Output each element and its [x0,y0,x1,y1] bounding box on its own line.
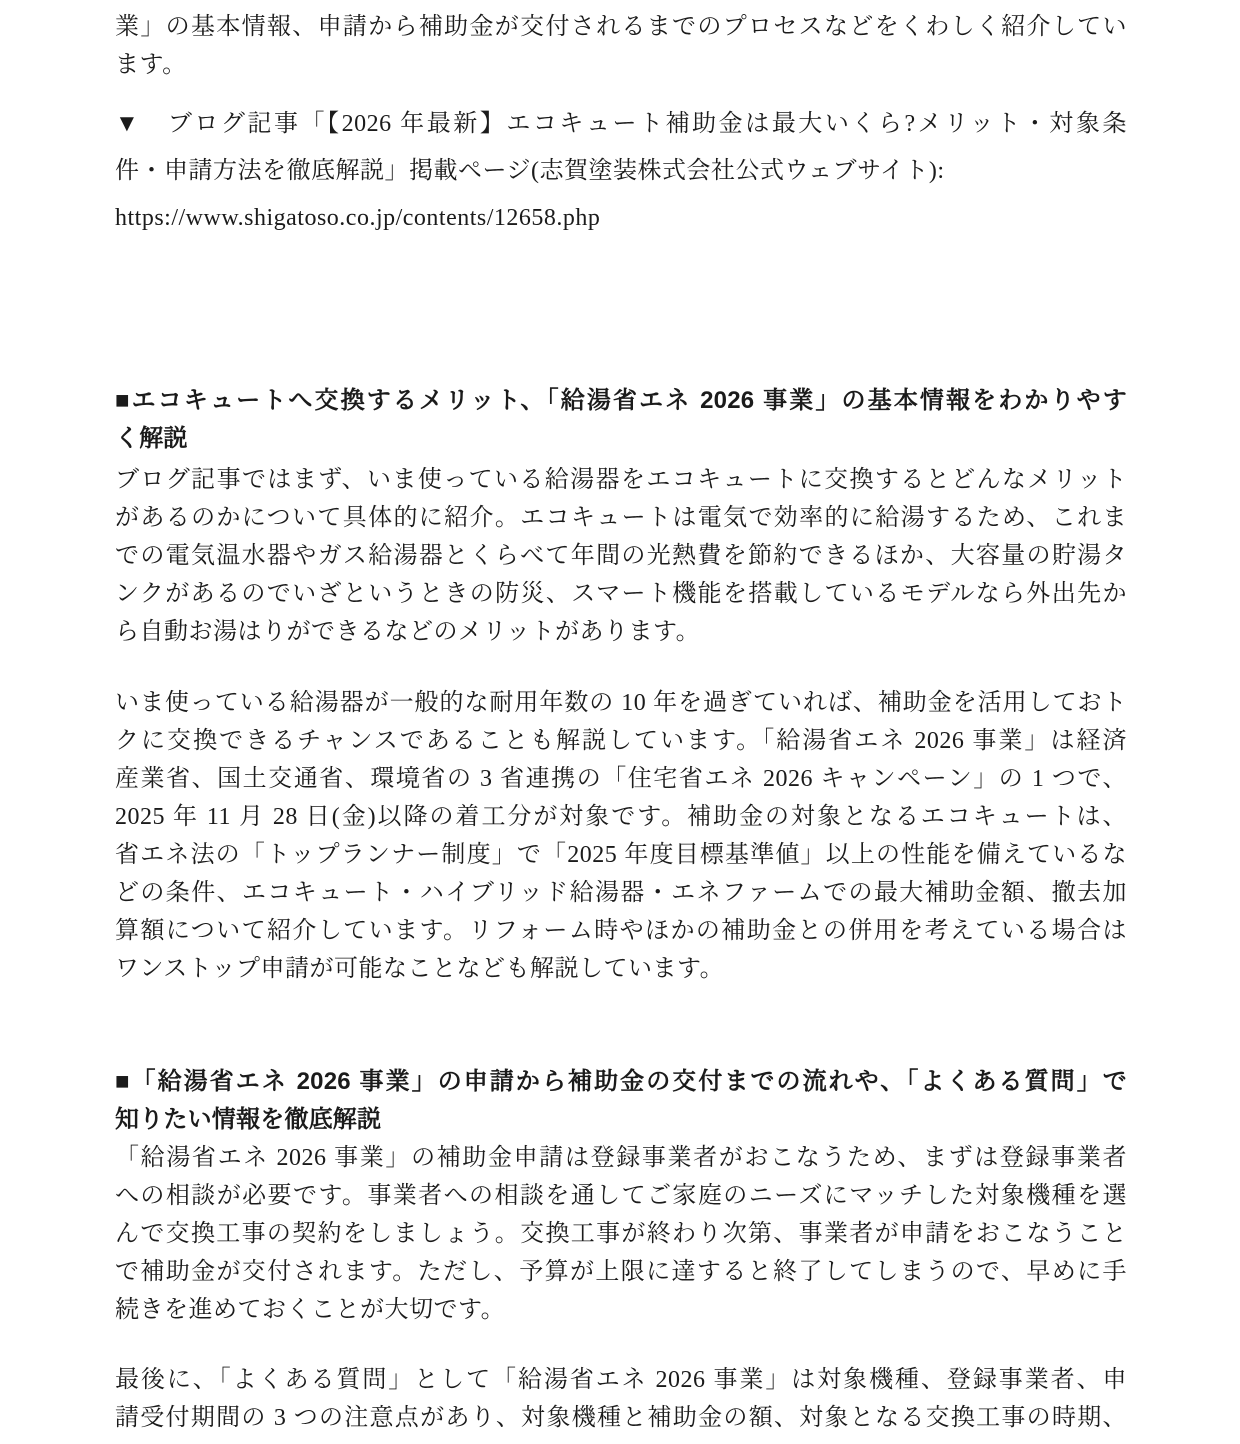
text-line: クに交換できるチャンスであることも解説しています。「給湯省エネ 2026 事業」は経済 [115,728,1127,754]
section1-paragraph1 [115,461,1127,651]
text-line: 最後に、「よくある質問」として「給湯省エネ 2026 事業」は対象機種、登録事業者、申 [115,1367,1127,1393]
blog-reference-title-line: 件・申請方法を徹底解説」掲載ページ(志賀塗装株式会社公式ウェブサイト): [115,158,945,184]
text-line: 請受付期間の 3 つの注意点があり、対象機種と補助金の額、対象となる交換工事の時期、 [115,1405,1127,1431]
text-line: ブログ記事ではまず、いま使っている給湯器をエコキュートに交換するとどんなメリット [115,467,1127,493]
text-line: ます。 [115,52,187,78]
intro-paragraph [115,0,1127,84]
text-line: での電気温水器やガス給湯器とくらべて年間の光熱費を節約できるほか、大容量の貯湯タ [115,543,1127,569]
section2-paragraph1 [115,1139,1127,1329]
text-line: どの条件、エコキュート・ハイブリッド給湯器・エネファームでの最大補助金額、撤去加 [115,880,1127,906]
text-line: ら自動お湯はりができるなどのメリットがあります。 [115,619,701,645]
text-line: 算額について紹介しています。リフォーム時やほかの補助金との併用を考えている場合は [115,918,1127,944]
text-line: への相談が必要です。事業者への相談を通してご家庭のニーズにマッチした対象機種を選 [115,1183,1127,1209]
section1-paragraph2 [115,684,1127,988]
section2-paragraph2 [115,1361,1127,1437]
text-line: 産業省、国土交通省、環境省の 3 省連携の「住宅省エネ 2026 キャンペーン」の 1 つで、 [115,766,1127,792]
heading-line: ■エコキュートへ交換するメリット、「給湯省エネ 2026 事業」の基本情報をわかりやす [115,387,1127,414]
text-line: で補助金が交付されます。ただし、予算が上限に達すると終了してしまうので、早めに手 [115,1259,1127,1285]
text-line: 「給湯省エネ 2026 事業」の補助金申請は登録事業者がおこなうため、まずは登録事業者 [115,1145,1127,1171]
heading-line: ■「給湯省エネ 2026 事業」の申請から補助金の交付までの流れや、「よくある質問」で [115,1068,1127,1095]
heading-line: く解説 [115,425,188,452]
text-line: 続きを進めておくことが大切です。 [115,1297,506,1323]
text-line: 2025 年 11 月 28 日(金)以降の着工分が対象です。補助金の対象となるエコキュートは、 [115,804,1127,830]
text-line: 省エネ法の「トップランナー制度」で「2025 年度目標基準値」以上の性能を備えているな [115,842,1127,868]
blog-url[interactable]: https://www.shigatoso.co.jp/contents/12658.php [115,205,601,231]
text-line: んで交換工事の契約をしましょう。交換工事が終わり次第、事業者が申請をおこなうこと [115,1221,1127,1247]
blog-reference-title-line: ▼ ブログ記事「【2026 年最新】エコキュート補助金は最大いくら?メリット・対象条 [115,111,1127,137]
text-line: 業」の基本情報、申請から補助金が交付されるまでのプロセスなどをくわしく紹介してい [115,14,1127,40]
text-line: いま使っている給湯器が一般的な耐用年数の 10 年を過ぎていれば、補助金を活用しておト [115,690,1127,716]
text-line: があるのかについて具体的に紹介。エコキュートは電気で効率的に給湯するため、これま [115,505,1127,531]
section1-heading [115,382,1127,458]
heading-line: 知りたい情報を徹底解説 [115,1106,382,1133]
blog-reference [115,101,1127,242]
section2-heading [115,1063,1127,1139]
text-line: ンクがあるのでいざというときの防災、スマート機能を搭載しているモデルなら外出先か [115,581,1127,607]
text-line: ワンストップ申請が可能なことなども解説しています。 [115,956,725,982]
